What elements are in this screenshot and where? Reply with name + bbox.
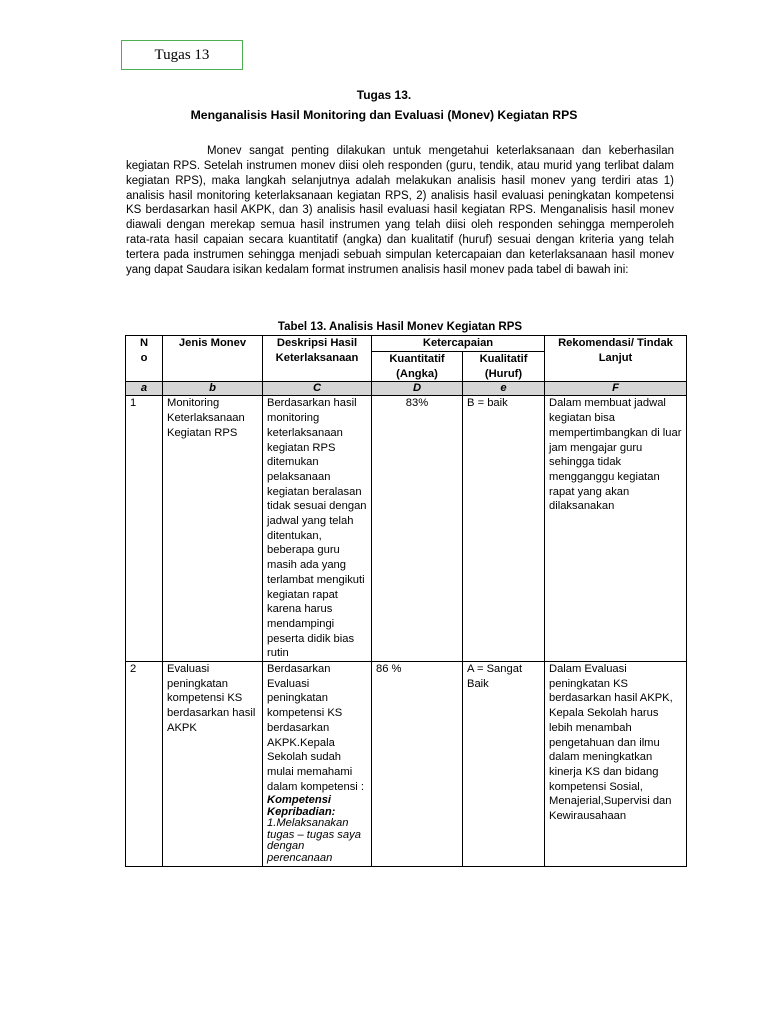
- table-row: [126, 396, 687, 662]
- letter-cell: e: [463, 382, 545, 396]
- header-rekomendasi: [545, 336, 687, 382]
- letter-cell: F: [545, 382, 687, 396]
- header-deskripsi: [263, 336, 372, 382]
- row-deskripsi: Berdasarkan Evaluasi peningkatan kompetensi KS berdasarkan AKPK.Kepala Sekolah sudah mulai memahami dalam kompetensi :: [267, 663, 365, 793]
- header-jenis-label: Jenis Monev: [178, 337, 247, 349]
- header-ketercapaian: [372, 336, 545, 352]
- row-deskripsi-bold: Kompetensi Kepribadian:: [267, 794, 336, 819]
- row-kuantitatif: 83%: [372, 396, 463, 662]
- row-deskripsi: Berdasarkan hasil monitoring keterlaksanaan kegiatan RPS ditemukan pelaksanaan kegiatan beralasan tidak sesuai dengan jadwal yang telah ditentukan, beberapa guru masih ada yang terlambat mengikuti kegiatan rapat karena harus mendampingi peserta didik bias rutin: [263, 396, 372, 662]
- header-kuantitatif: [372, 352, 463, 382]
- monev-analysis-table: [125, 335, 687, 867]
- row-no: 1: [126, 396, 163, 662]
- row-rekomendasi: Dalam Evaluasi peningkatan KS berdasarkan hasil AKPK, Kepala Sekolah harus lebih menambah pengetahuan dan ilmu dalam meningkatkan kinerja KS dan bidang kompetensi Sosial, Menajerial,Supervisi dan Kewirausahaan: [545, 662, 687, 867]
- letter-cell: b: [163, 382, 263, 396]
- header-no-label: N o: [139, 337, 149, 364]
- task-label-box: [121, 40, 243, 70]
- letter-cell: D: [372, 382, 463, 396]
- row-jenis: Monitoring Keterlaksanaan Kegiatan RPS: [163, 396, 263, 662]
- letter-cell: C: [263, 382, 372, 396]
- table-row: [126, 662, 687, 867]
- row-kuantitatif: 86 %: [372, 662, 463, 867]
- row-deskripsi-italic: 1.Melaksanakan tugas – tugas saya dengan perencanaan: [267, 817, 361, 864]
- header-ketercapaian-label: Ketercapaian: [422, 337, 494, 349]
- header-kuantitatif-label: Kuantitatif (Angka): [389, 353, 445, 380]
- column-letter-row: [126, 382, 687, 396]
- row-rekomendasi: Dalam membuat jadwal kegiatan bisa mempertimbangkan di luar jam mengajar guru sehingga tidak mengganggu kegiatan rapat yang akan dilaksanakan: [545, 396, 687, 662]
- header-kualitatif-label: Kualitatif (Huruf): [479, 353, 528, 380]
- document-title: Tugas 13.: [356, 88, 412, 102]
- row-kualitatif: A = Sangat Baik: [463, 662, 545, 867]
- document-subtitle: Menganalisis Hasil Monitoring dan Evaluasi (Monev) Kegiatan RPS: [190, 108, 578, 122]
- row-deskripsi-cell: [263, 662, 372, 867]
- header-kualitatif: [463, 352, 545, 382]
- header-jenis: [163, 336, 263, 382]
- row-jenis: Evaluasi peningkatan kompetensi KS berdasarkan hasil AKPK: [163, 662, 263, 867]
- header-deskripsi-label: Deskripsi Hasil Keterlaksanaan: [275, 337, 359, 364]
- row-kualitatif: B = baik: [463, 396, 545, 662]
- table-caption: Tabel 13. Analisis Hasil Monev Kegiatan RPS: [277, 321, 523, 333]
- intro-paragraph: Monev sangat penting dilakukan untuk mengetahui keterlaksanaan dan keberhasilan kegiatan RPS. Setelah instrumen monev diisi oleh responden (guru, tendik, atau murid yang terlibat dalam kegiatan RPS), maka langkah selanjutnya adalah melakukan analisis hasil monev yang terdiri atas 1) analisis hasil monitoring keterlaksanaan kegiatan RPS, 2) analisis hasil evaluasi peningkatan kompetensi KS berdasarkan hasil AKPK, dan 3) analisis hasil evaluasi hasil kegiatan RPS. Menganalisis hasil monev diawali dengan merekap semua hasil instrumen yang telah diisi oleh responden sehingga memperoleh rata-rata hasil capaian secara kuantitatif (angka) dan kualitatif (huruf) sesuai dengan kriteria yang telah tertera pada instrumen sehingga menjadi sebuah simpulan ketercapaian dan keterlaksanaan hasil monev yang dapat Saudara isikan kedalam format instrumen analisis hasil monev pada tabel di bawah ini:: [126, 145, 674, 276]
- header-no: [126, 336, 163, 382]
- header-rekomendasi-label: Rekomendasi/ Tindak Lanjut: [558, 337, 673, 364]
- task-label: Tugas 13: [154, 46, 210, 63]
- row-no: 2: [126, 662, 163, 867]
- letter-cell: a: [126, 382, 163, 396]
